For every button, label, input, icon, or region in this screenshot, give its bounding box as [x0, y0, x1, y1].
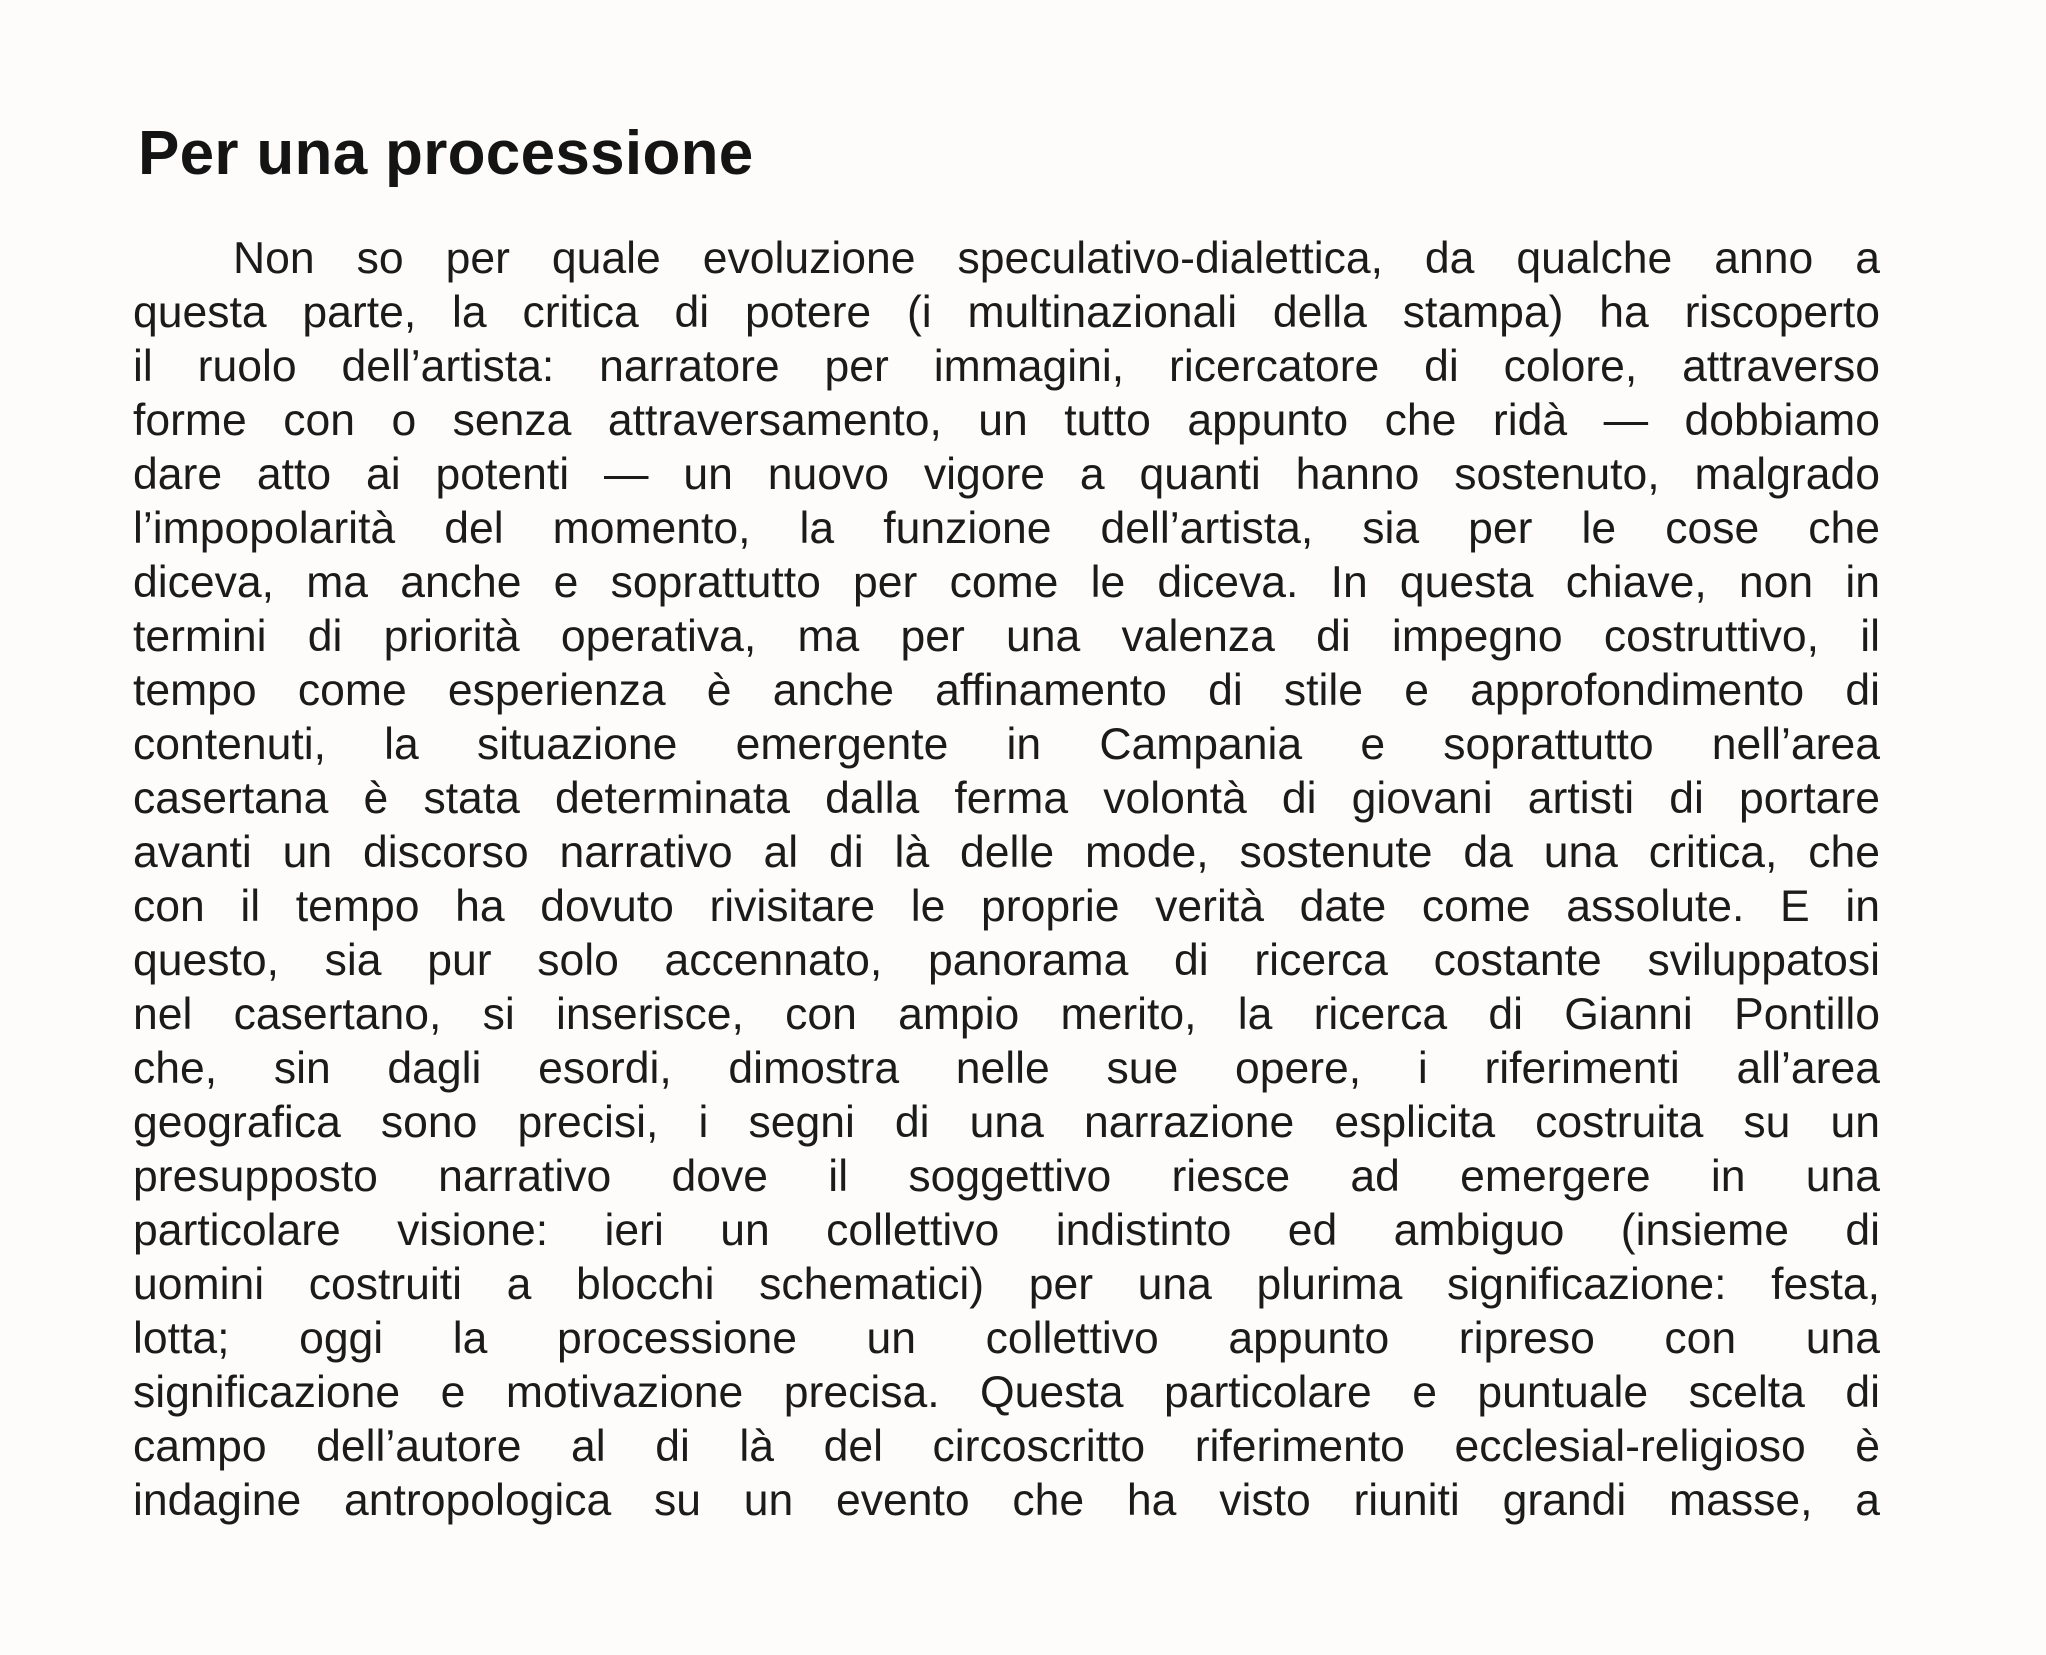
text-line: contenuti, la situazione emergente in Campania e soprattutto nell’area: [133, 720, 1880, 769]
text-line: forme con o senza attraversamento, un tutto appunto che ridà — dobbiamo: [133, 396, 1880, 445]
text-line: questa parte, la critica di potere (i multinazionali della stampa) ha riscoperto: [133, 288, 1880, 337]
page-title: Per una processione: [138, 119, 754, 188]
text-line: tempo come esperienza è anche affinamento di stile e approfondimento di: [133, 666, 1880, 715]
text-line: casertana è stata determinata dalla ferma volontà di giovani artisti di portare: [133, 774, 1880, 823]
text-line: con il tempo ha dovuto rivisitare le proprie verità date come assolute. E in: [133, 882, 1880, 931]
text-line: l’impopolarità del momento, la funzione dell’artista, sia per le cose che: [133, 504, 1880, 553]
text-line: il ruolo dell’artista: narratore per immagini, ricercatore di colore, attraverso: [133, 342, 1880, 391]
text-line: diceva, ma anche e soprattutto per come le diceva. In questa chiave, non in: [133, 558, 1880, 607]
text-line: lotta; oggi la processione un collettivo appunto ripreso con una: [133, 1314, 1880, 1363]
text-line: che, sin dagli esordi, dimostra nelle sue opere, i riferimenti all’area: [133, 1044, 1880, 1093]
text-line: campo dell’autore al di là del circoscritto riferimento ecclesial-religioso è: [133, 1422, 1880, 1471]
text-line: Non so per quale evoluzione speculativo-dialettica, da qualche anno a: [233, 234, 1880, 283]
body-paragraph: [133, 232, 1880, 1528]
text-line: nel casertano, si inserisce, con ampio merito, la ricerca di Gianni Pontillo: [133, 990, 1880, 1039]
text-line: dare atto ai potenti — un nuovo vigore a quanti hanno sostenuto, malgrado: [133, 450, 1880, 499]
text-line: uomini costruiti a blocchi schematici) per una plurima significazione: festa,: [133, 1260, 1880, 1309]
text-line: questo, sia pur solo accennato, panorama di ricerca costante sviluppatosi: [133, 936, 1880, 985]
text-line: significazione e motivazione precisa. Questa particolare e puntuale scelta di: [133, 1368, 1880, 1417]
text-line: avanti un discorso narrativo al di là delle mode, sostenute da una critica, che: [133, 828, 1880, 877]
text-line: presupposto narrativo dove il soggettivo riesce ad emergere in una: [133, 1152, 1880, 1201]
text-line: indagine antropologica su un evento che ha visto riuniti grandi masse, a: [133, 1476, 1880, 1525]
text-line: particolare visione: ieri un collettivo indistinto ed ambiguo (insieme di: [133, 1206, 1880, 1255]
text-line: geografica sono precisi, i segni di una narrazione esplicita costruita su un: [133, 1098, 1880, 1147]
text-line: termini di priorità operativa, ma per una valenza di impegno costruttivo, il: [133, 612, 1880, 661]
